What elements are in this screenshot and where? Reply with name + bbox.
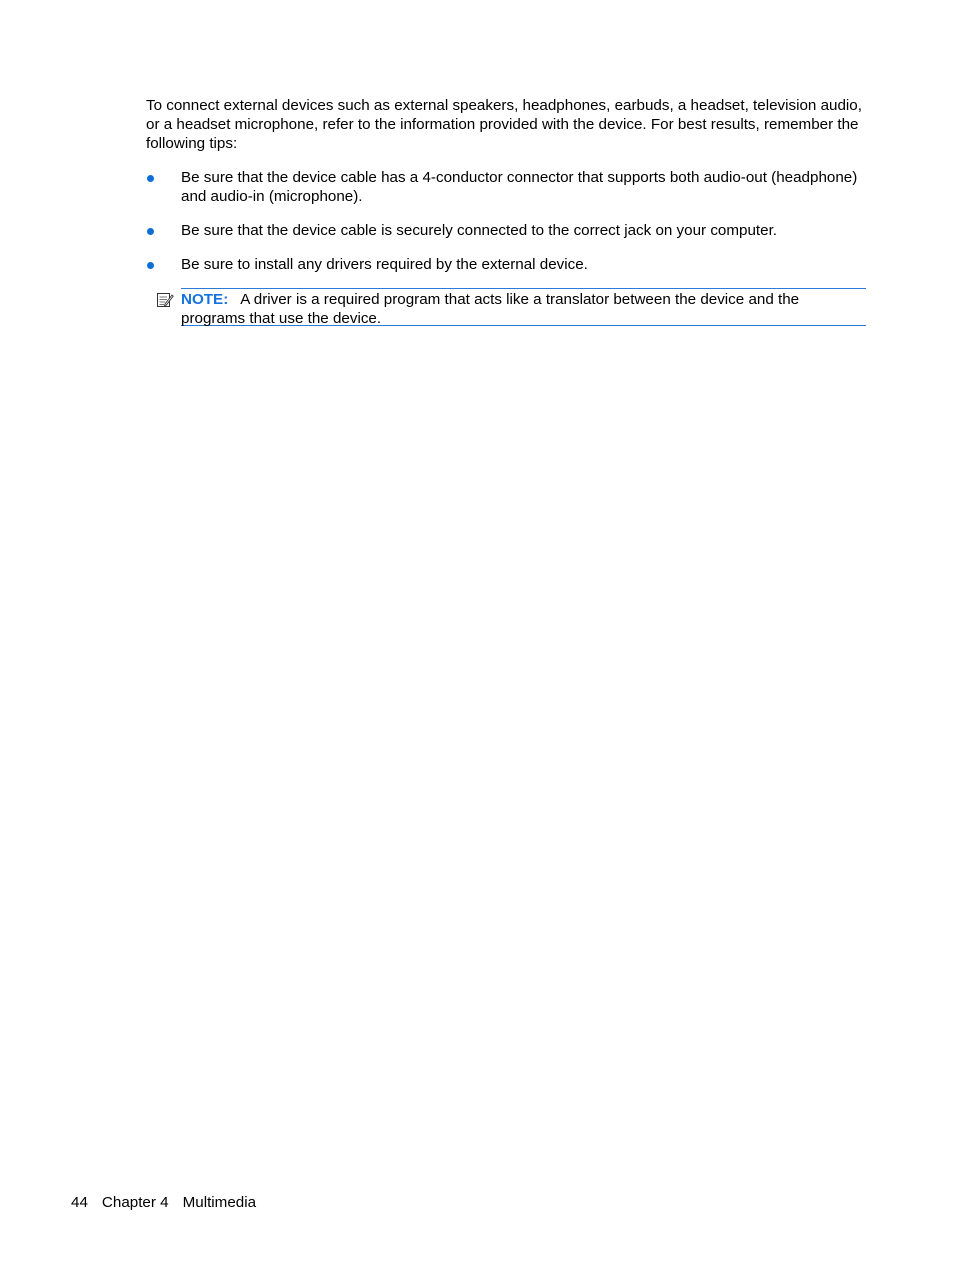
- note-label: NOTE:: [181, 291, 229, 308]
- list-item: [146, 255, 866, 274]
- tips-list: [146, 168, 866, 289]
- note-box: [181, 288, 866, 326]
- intro-paragraph: To connect external devices such as external speakers, headphones, earbuds, a headset, television audio, or a headset microphone, refer to the information provided with the device. For best results, remember the following tips:: [146, 97, 862, 152]
- list-item: [146, 168, 866, 206]
- note-text: A driver is a required program that acts like a translator between the device and the programs that use the device.: [181, 291, 800, 327]
- note-pad-icon: [156, 291, 174, 308]
- chapter-title: Multimedia: [182, 1194, 257, 1211]
- bullet-icon: [147, 175, 154, 182]
- page-footer: [71, 1193, 270, 1212]
- bullet-icon: [147, 228, 154, 235]
- bullet-icon: [147, 262, 154, 269]
- list-item-text: Be sure that the device cable is securely connected to the correct jack on your computer.: [181, 222, 778, 239]
- list-item: [146, 221, 866, 240]
- chapter-number: Chapter 4: [101, 1194, 169, 1211]
- list-item-text: Be sure that the device cable has a 4-conductor connector that supports both audio-out (headphone) and audio-in (microphone).: [181, 169, 858, 205]
- list-item-text: Be sure to install any drivers required by the external device.: [181, 256, 588, 273]
- page-number: 44: [71, 1194, 88, 1211]
